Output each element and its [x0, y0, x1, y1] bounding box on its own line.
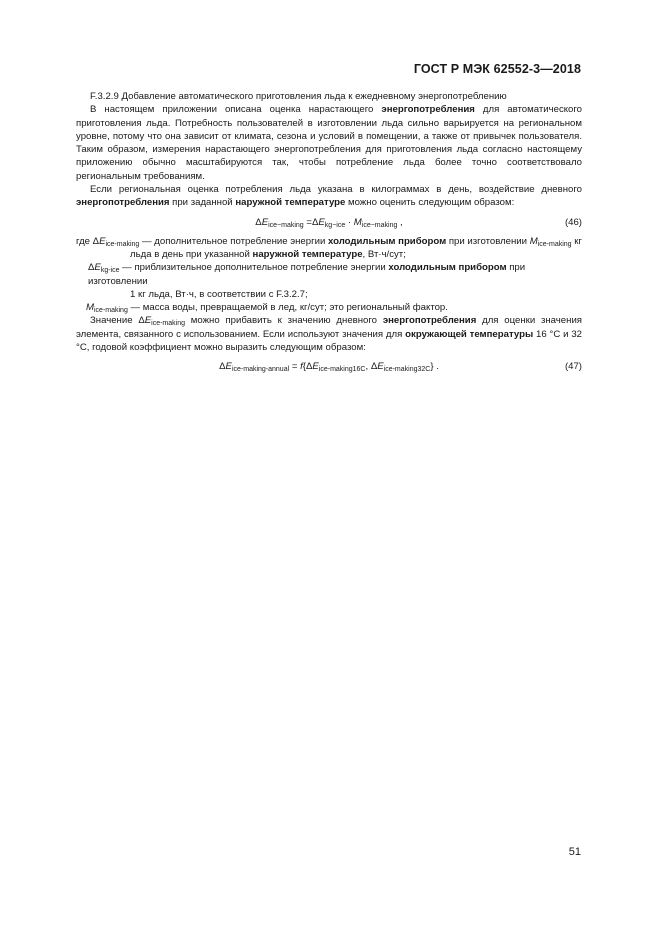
paragraph-3: Значение $\Delta E_{ice-making}$ можно прибавить к значению дневного энергопотребления для оценки значения элемента, связанного с использованием. Если используют значения для окружающей температуры 16 °С и 32 °С, годовой коэффициент можно выразить следующим образом:: [76, 315, 582, 354]
paragraph-2: Если региональная оценка потребления льда указана в килограммах в день, воздействие дневного энергопотребления при заданной наружной температуре можно оценить следующим образом:: [76, 184, 582, 209]
definition-delta-e-ice-making-cont: льда в день при указанной наружной температуре, Вт·ч/сут;: [130, 248, 406, 260]
document-header: ГОСТ Р МЭК 62552-3—2018: [413, 62, 581, 76]
section-title: F.3.2.9 Добавление автоматического приготовления льда к ежедневному энергопотреблению: [90, 91, 507, 102]
document-body: [76, 90, 582, 379]
definition-delta-e-kg-ice-cont: 1 кг льда, Вт·ч, в соответствии с F.3.2.7;: [130, 288, 308, 300]
formula-46-number: (46): [564, 216, 582, 228]
definition-m-ice-making: $M_{ice-making}$ — масса воды, превращаемой в лед, кг/сут; это региональный фактор.: [86, 302, 448, 315]
formula-47-number: (47): [564, 361, 582, 373]
formula-47-expression: $\Delta E_{ice-making-annual} = f\{\Delta E_{ice-making16C}$, $\Delta E_{ice-making32C}$} .: [219, 361, 439, 374]
definition-delta-e-ice-making: где $\Delta E_{ice-making}$ — дополнительное потребление энергии холодильным прибором при изготовлении $M_{ice-making}$ кг: [76, 235, 582, 248]
page-number: 51: [568, 846, 581, 858]
definition-delta-e-kg-ice: $\Delta E_{kg-ice}$ — приблизительное дополнительное потребление энергии холодильным прибором при изготовлении: [88, 262, 526, 287]
formula-46-expression: $\Delta E_{ice-making} =\Delta E_{kg-ice} \cdot M_{ice-making}$ ,: [255, 216, 403, 229]
formula-47: [76, 360, 582, 375]
formula-46: [76, 216, 582, 231]
paragraph-1: В настоящем приложении описана оценка нарастающего энергопотребления для автоматического приготовления льда. Потребность пользователей в изготовлении льда сильно варьируется на региональном уровне, потому что она зависит от климата, сезона и условий в помещении, а также от привычек пользователя. Таким образом, измерения нарастающего энергопотребления для приготовления льда согласно настоящему приложению обычно масштабируются так, чтобы потребление льда более точно соответствовало региональным требованиям.: [76, 104, 583, 182]
